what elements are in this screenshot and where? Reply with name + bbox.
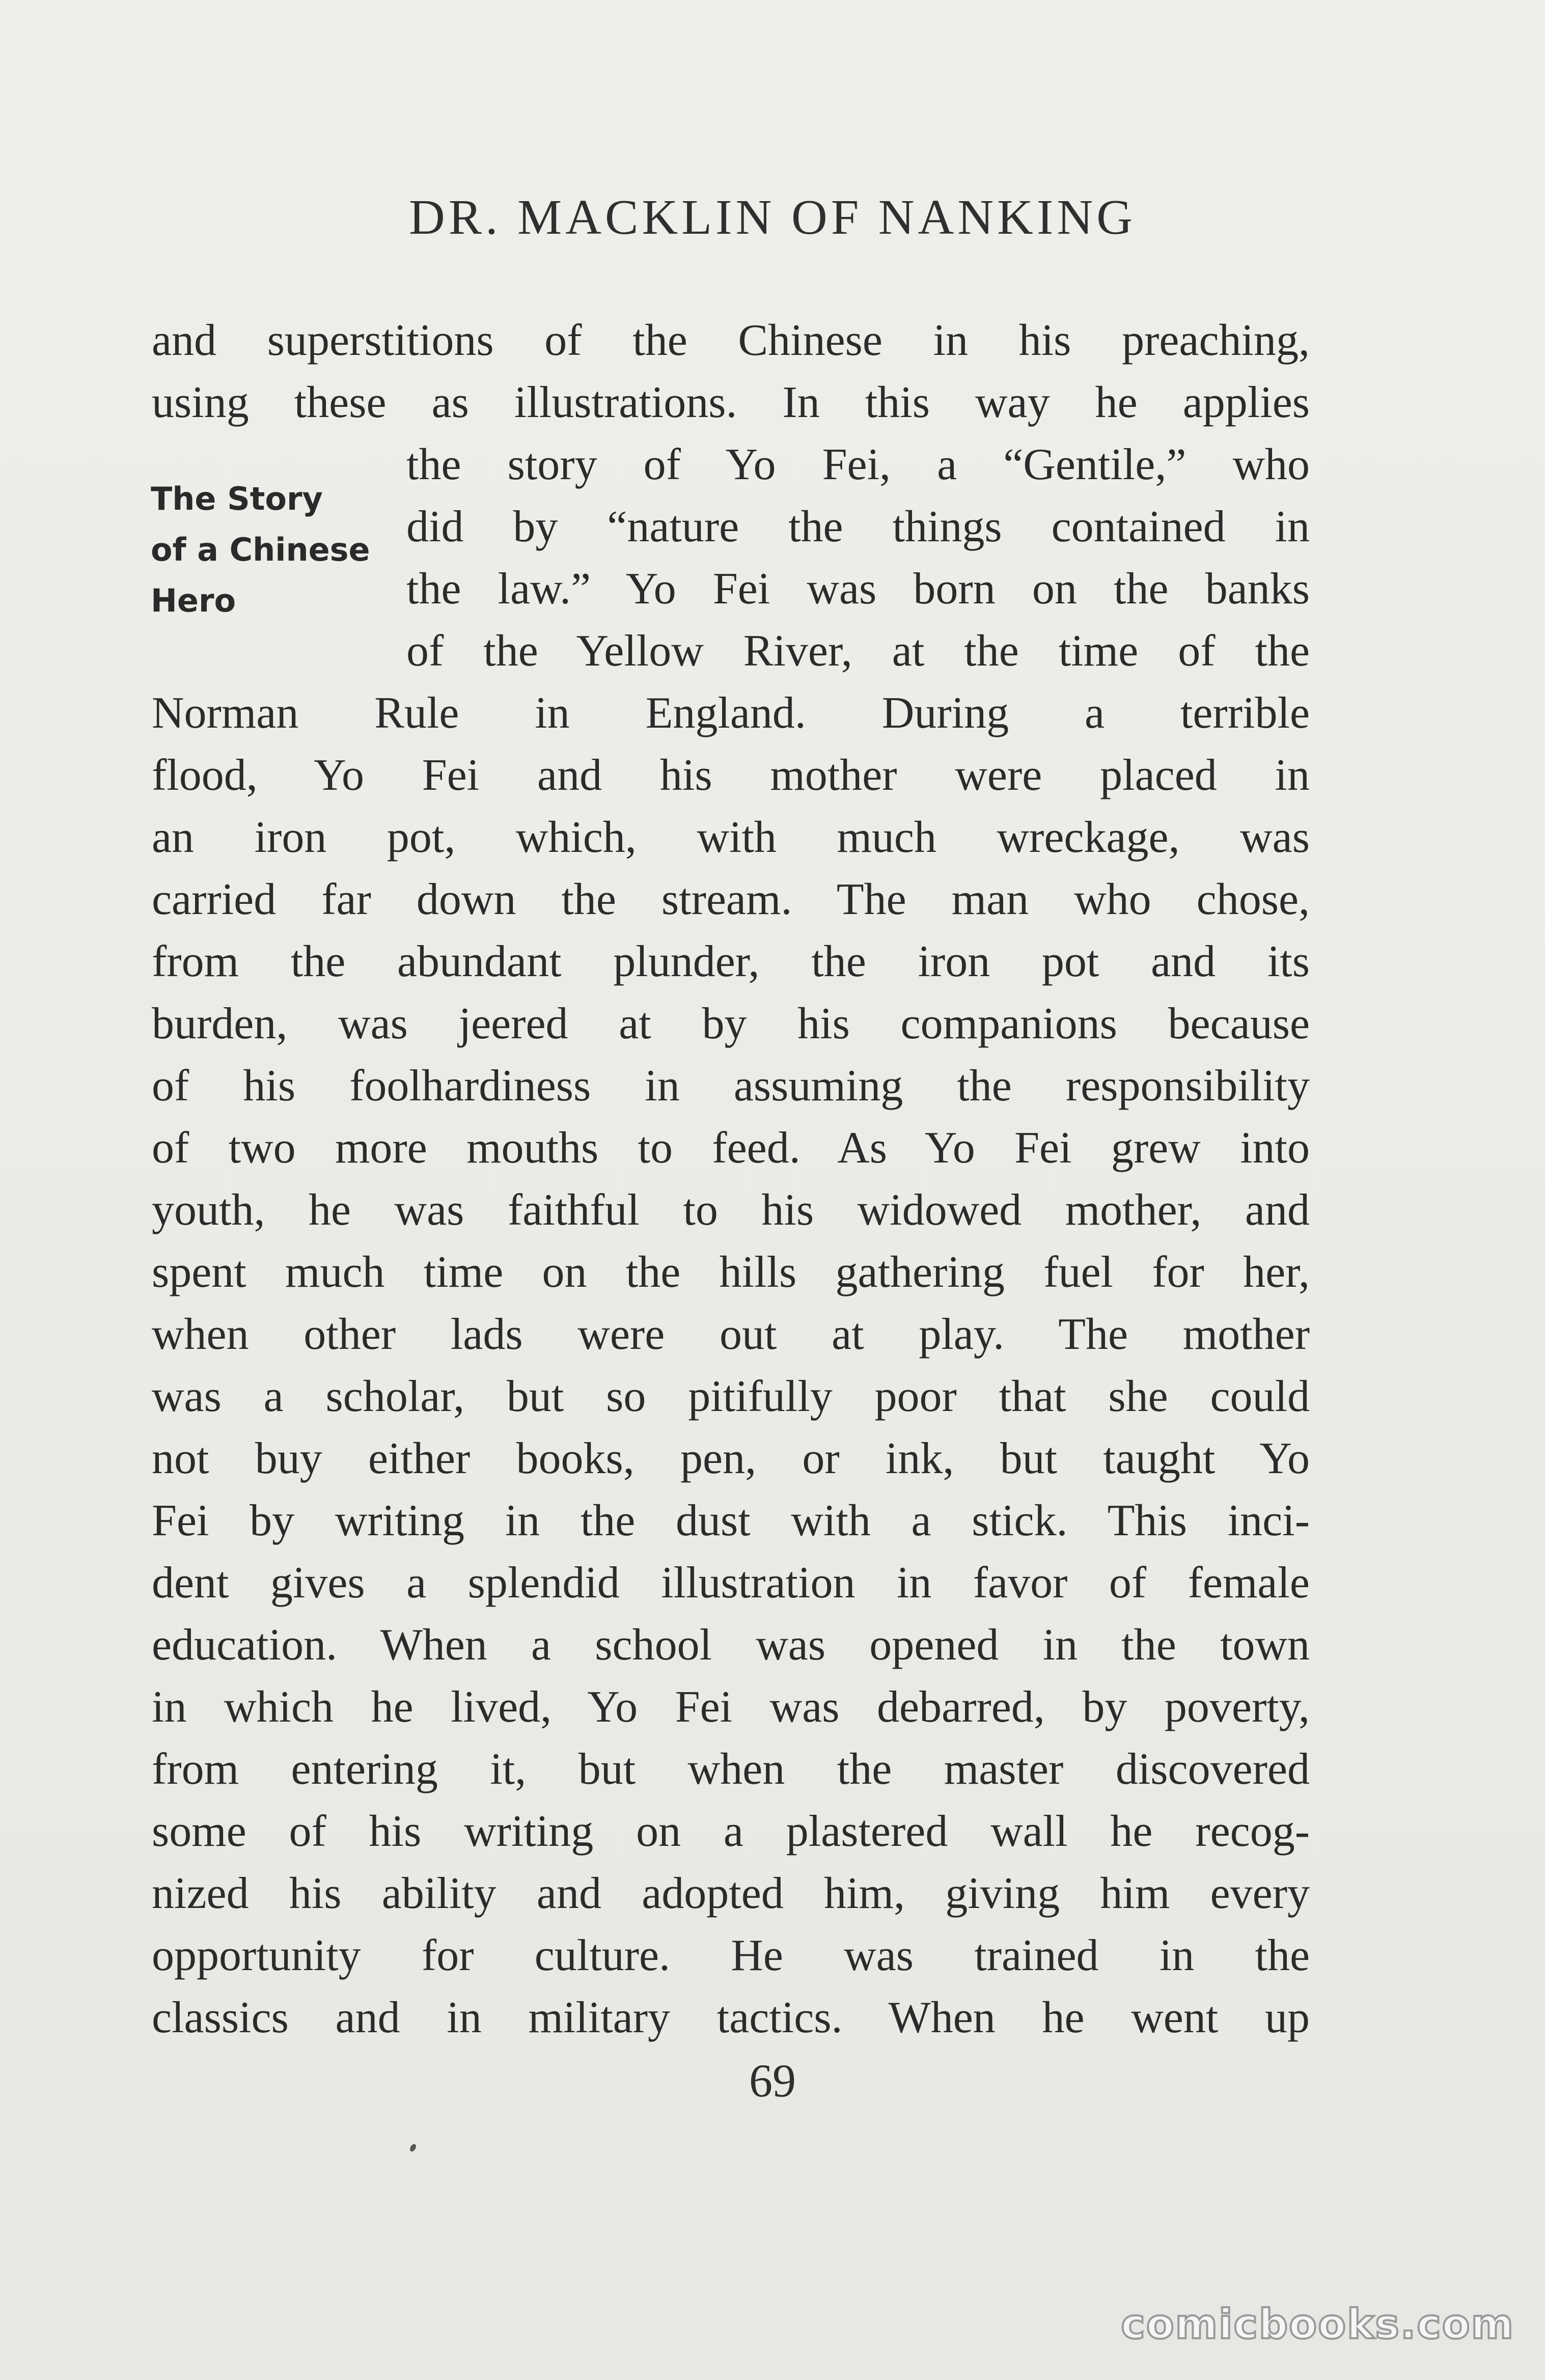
text-line: was a scholar, but so pitifully poor that she could [152,1372,1310,1421]
text-line: burden, was jeered at by his companions because [152,999,1310,1048]
text-line: an iron pot, which, with much wreckage, was [152,813,1310,862]
text-line: from entering it, but when the master discovered [152,1745,1310,1794]
text-line: opportunity for culture. He was trained in the [152,1931,1310,1980]
watermark: comicbooks.com [1121,2301,1514,2348]
ink-speck [409,2143,418,2153]
text-line: flood, Yo Fei and his mother were placed in [152,751,1310,800]
text-line: not buy either books, pen, or ink, but taught Yo [152,1434,1310,1483]
text-line: some of his writing on a plastered wall he recog- [152,1807,1310,1856]
text-line: Norman Rule in England. During a terrible [152,688,1310,738]
text-line: using these as illustrations. In this way he applies [152,378,1310,427]
text-line: of his foolhardiness in assuming the responsibility [152,1061,1310,1111]
text-line: youth, he was faithful to his widowed mother, and [152,1185,1310,1235]
sidenote-line: Hero [151,582,236,619]
text-line: education. When a school was opened in the town [152,1620,1310,1670]
sidenote-line: The Story [151,480,323,517]
sidenote-line: of a Chinese [151,531,370,568]
text-line: did by “nature the things contained in [406,502,1310,551]
page-number: 69 [749,2055,796,2107]
text-line: from the abundant plunder, the iron pot and its [152,937,1310,986]
text-line: spent much time on the hills gathering fuel for her, [152,1248,1310,1297]
text-line: in which he lived, Yo Fei was debarred, by poverty, [152,1682,1310,1732]
text-line: of the Yellow River, at the time of the [406,626,1310,676]
text-line: the law.” Yo Fei was born on the banks [406,564,1310,614]
text-line: of two more mouths to feed. As Yo Fei grew into [152,1123,1310,1173]
margin-sidenote [151,474,390,626]
text-line: dent gives a splendid illustration in favor of female [152,1558,1310,1608]
running-head: DR. MACKLIN OF NANKING [409,190,1136,245]
text-line: the story of Yo Fei, a “Gentile,” who [406,440,1310,489]
text-line: when other lads were out at play. The mother [152,1310,1310,1359]
text-line: nized his ability and adopted him, giving him every [152,1869,1310,1918]
text-line: carried far down the stream. The man who chose, [152,875,1310,924]
text-line: and superstitions of the Chinese in his preaching, [152,316,1310,365]
text-line: classics and in military tactics. When he went up [152,1993,1310,2042]
text-line: Fei by writing in the dust with a stick. This inci- [152,1496,1310,1545]
